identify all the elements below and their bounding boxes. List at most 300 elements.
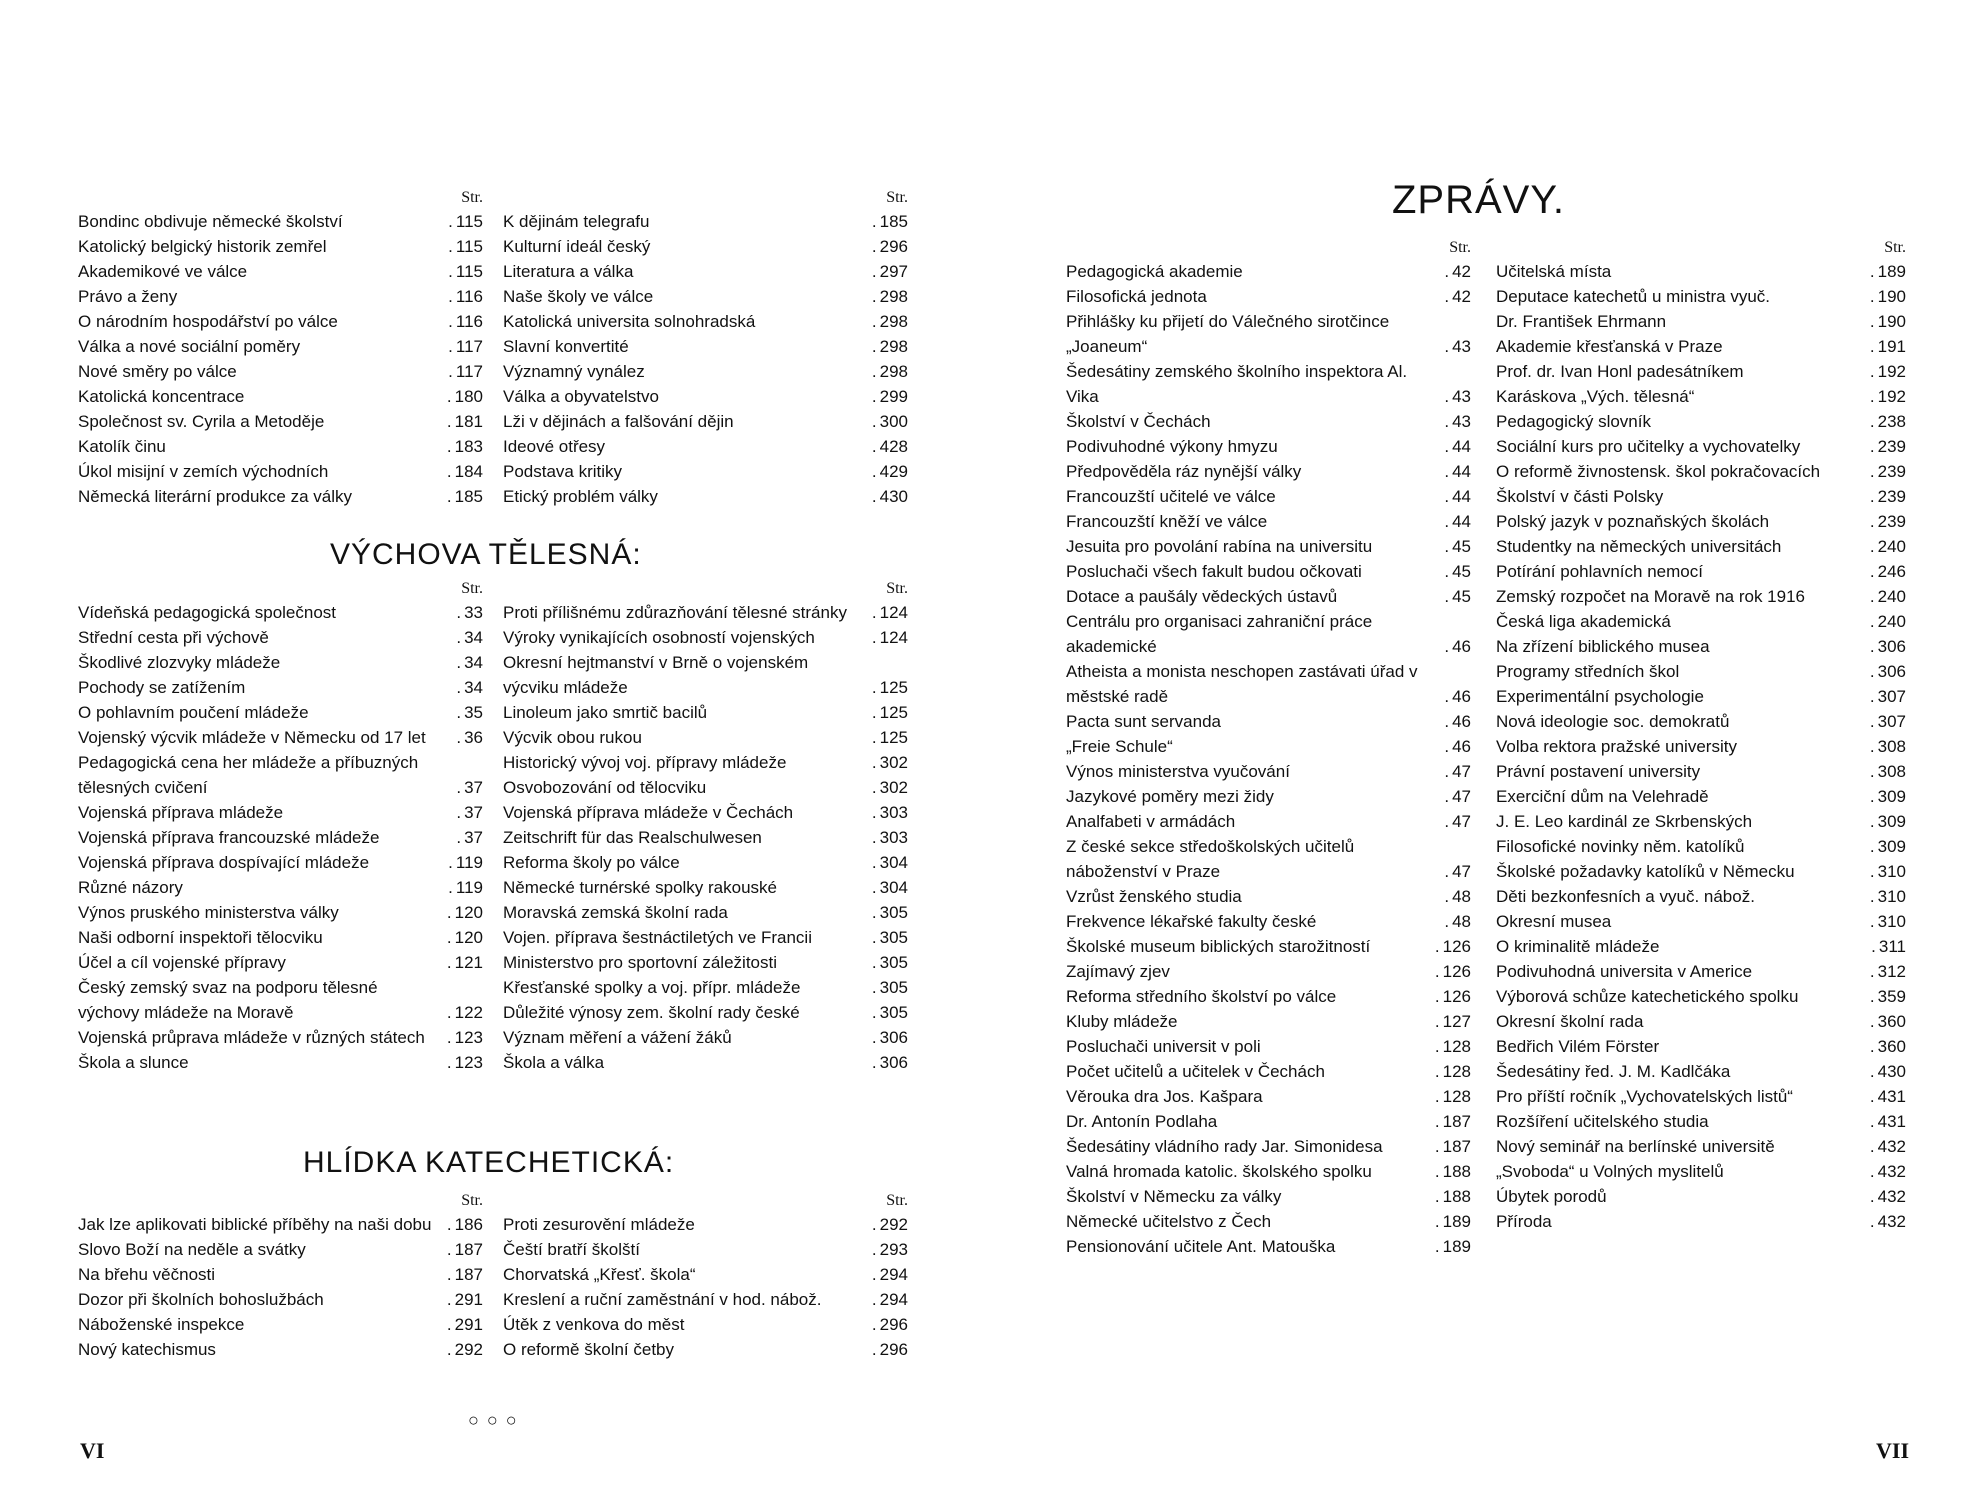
str-label: Str. <box>461 1192 483 1209</box>
entry-page-number: . 306 <box>1860 634 1906 659</box>
entry-page-number: . 46 <box>1425 709 1471 734</box>
index-entry <box>1496 584 1906 609</box>
entry-title: Dr. František Ehrmann <box>1496 312 1667 331</box>
index-entry <box>503 409 908 434</box>
index-entry <box>1066 909 1471 934</box>
index-entry <box>1496 1059 1906 1084</box>
entry-page-number: . 305 <box>862 950 908 975</box>
entry-title: Pedagogický slovník <box>1496 412 1651 431</box>
index-entry <box>78 750 483 800</box>
entry-page-number: . 240 <box>1860 534 1906 559</box>
index-entry <box>503 625 908 650</box>
index-entry <box>1496 409 1906 434</box>
index-entry <box>78 409 483 434</box>
index-entry <box>78 1212 483 1237</box>
entry-title: Zajímavý zjev <box>1066 962 1170 981</box>
index-entry <box>78 1025 483 1050</box>
entry-page-number: . 42 <box>1425 284 1471 309</box>
entry-page-number: . 429 <box>862 459 908 484</box>
entry-page-number: . 117 <box>437 359 483 384</box>
entry-page-number: . 297 <box>862 259 908 284</box>
zpravy-col2 <box>1496 237 1906 1234</box>
entry-title: Posluchači všech fakult budou očkovati <box>1066 562 1362 581</box>
entry-title: Z české sekce středoškolských učitelů náboženství v Praze <box>1066 837 1355 881</box>
index-entry <box>503 459 908 484</box>
entry-page-number: . 190 <box>1860 284 1906 309</box>
entry-page-number: . 116 <box>437 284 483 309</box>
entry-title: Analfabeti v armádách <box>1066 812 1236 831</box>
index-entry <box>78 925 483 950</box>
str-label: Str. <box>1884 239 1906 256</box>
entry-page-number: . 299 <box>862 384 908 409</box>
index-entry <box>1496 1109 1906 1134</box>
entry-page-number: . 239 <box>1860 509 1906 534</box>
index-entry <box>78 384 483 409</box>
index-entry <box>1496 934 1906 959</box>
entry-title: Akademie křesťanská v Praze <box>1496 337 1723 356</box>
index-entry <box>1066 659 1471 709</box>
entry-page-number: . 296 <box>862 1337 908 1362</box>
entry-title: Okresní hejtmanství v Brně o vojenském výcviku mládeže <box>503 653 809 697</box>
index-entry <box>1066 259 1471 284</box>
index-entry <box>1066 1034 1471 1059</box>
index-entry <box>78 284 483 309</box>
entry-title: Studentky na německých universitách <box>1496 537 1782 556</box>
index-entry <box>1066 934 1471 959</box>
entry-title: Dotace a paušály vědeckých ústavů <box>1066 587 1338 606</box>
index-entry <box>503 1312 908 1337</box>
entry-title: Moravská zemská školní rada <box>503 903 728 922</box>
entry-title: Různé názory <box>78 878 183 897</box>
entry-page-number: . 119 <box>437 875 483 900</box>
entry-title: Naše školy ve válce <box>503 287 654 306</box>
index-entry <box>78 309 483 334</box>
index-entry <box>503 700 908 725</box>
index-entry <box>1066 984 1471 1009</box>
entry-title: Výborová schůze katechetického spolku <box>1496 987 1799 1006</box>
entry-title: Slavní konvertité <box>503 337 629 356</box>
index-entry <box>78 334 483 359</box>
index-entry <box>503 209 908 234</box>
entry-title: Vojenská příprava mládeže v Čechách <box>503 803 794 822</box>
entry-title: Zeitschrift für das Realschulwesen <box>503 828 762 847</box>
index-entry <box>1066 1209 1471 1234</box>
entry-title: Podstava kritiky <box>503 462 623 481</box>
index-entry <box>78 900 483 925</box>
entry-page-number: . 239 <box>1860 434 1906 459</box>
index-entry <box>1496 359 1906 384</box>
index-entry <box>78 1237 483 1262</box>
index-entry <box>1066 1009 1471 1034</box>
entry-page-number: . 115 <box>437 259 483 284</box>
entry-title: J. E. Leo kardinál ze Skrbenských <box>1496 812 1753 831</box>
entry-page-number: . 119 <box>437 850 483 875</box>
entry-page-number: . 191 <box>1860 334 1906 359</box>
index-entry <box>78 484 483 509</box>
entry-title: „Freie Schule“ <box>1066 737 1173 756</box>
index-entry <box>1066 959 1471 984</box>
entry-page-number: . 185 <box>437 484 483 509</box>
entry-title: Podivuhodné výkony hmyzu <box>1066 437 1278 456</box>
index-entry <box>1066 1084 1471 1109</box>
entry-title: Polský jazyk v poznaňských školách <box>1496 512 1770 531</box>
entry-title: Český zemský svaz na podporu tělesné výchovy mládeže na Moravě <box>78 978 378 1022</box>
index-entry <box>503 1262 908 1287</box>
entry-title: Katolík činu <box>78 437 166 456</box>
index-entry <box>78 850 483 875</box>
entry-page-number: . 36 <box>437 725 483 750</box>
index-entry <box>1066 1134 1471 1159</box>
index-entry <box>78 825 483 850</box>
entry-page-number: . 432 <box>1860 1134 1906 1159</box>
entry-page-number: . 187 <box>1425 1109 1471 1134</box>
index-entry <box>503 434 908 459</box>
index-entry <box>1496 459 1906 484</box>
entry-page-number: . 246 <box>1860 559 1906 584</box>
entry-page-number: . 305 <box>862 975 908 1000</box>
section-divider: ○○○ <box>468 1410 525 1430</box>
entry-title: Pedagogická akademie <box>1066 262 1243 281</box>
entry-title: Školství v části Polsky <box>1496 487 1664 506</box>
entry-title: K dějinám telegrafu <box>503 212 650 231</box>
entry-page-number: . 122 <box>437 1000 483 1025</box>
entry-page-number: . 128 <box>1425 1034 1471 1059</box>
entry-page-number: . 186 <box>437 1212 483 1237</box>
entry-page-number: . 35 <box>437 700 483 725</box>
index-entry <box>1496 1009 1906 1034</box>
index-entry <box>1496 984 1906 1009</box>
index-entry <box>503 750 908 775</box>
entry-page-number: . 47 <box>1425 809 1471 834</box>
index-entry <box>1066 1059 1471 1084</box>
entry-page-number: . 306 <box>862 1050 908 1075</box>
entry-list <box>1066 259 1471 1259</box>
index-entry <box>78 459 483 484</box>
entry-page-number: . 37 <box>437 775 483 800</box>
index-entry <box>1496 1134 1906 1159</box>
entry-page-number: . 180 <box>437 384 483 409</box>
entry-page-number: . 125 <box>862 725 908 750</box>
entry-title: Výcvik obou rukou <box>503 728 642 747</box>
entry-title: Výnos ministerstva vyučování <box>1066 762 1290 781</box>
entry-page-number: . 34 <box>437 650 483 675</box>
index-entry <box>78 875 483 900</box>
entry-page-number: . 192 <box>1860 359 1906 384</box>
entry-page-number: . 296 <box>862 1312 908 1337</box>
entry-title: Vojen. příprava šestnáctiletých ve Francii <box>503 928 812 947</box>
str-label: Str. <box>886 1192 908 1209</box>
entry-page-number: . 42 <box>1425 259 1471 284</box>
entry-title: O reformě živnostensk. škol pokračovacích <box>1496 462 1821 481</box>
entry-page-number: . 298 <box>862 284 908 309</box>
entry-title: Škola a slunce <box>78 1053 189 1072</box>
str-label: Str. <box>886 580 908 597</box>
index-entry <box>1066 609 1471 659</box>
index-entry <box>1066 359 1471 409</box>
entry-title: Význam měření a vážení žáků <box>503 1028 732 1047</box>
entry-page-number: . 430 <box>1860 1059 1906 1084</box>
entry-title: Školské požadavky katolíků v Německu <box>1496 862 1795 881</box>
entry-page-number: . 302 <box>862 750 908 775</box>
entry-page-number: . 187 <box>1425 1134 1471 1159</box>
entry-title: Nové směry po válce <box>78 362 237 381</box>
entry-title: Škola a válka <box>503 1053 605 1072</box>
entry-page-number: . 309 <box>1860 834 1906 859</box>
entry-title: Učitelská místa <box>1496 262 1612 281</box>
entry-page-number: . 184 <box>437 459 483 484</box>
index-entry <box>1496 659 1906 684</box>
index-entry <box>78 1287 483 1312</box>
entry-page-number: . 308 <box>1860 759 1906 784</box>
entry-page-number: . 291 <box>437 1287 483 1312</box>
entry-page-number: . 311 <box>1860 934 1906 959</box>
entry-title: Přihlášky ku přijetí do Válečného sirotčince „Joaneum“ <box>1066 312 1390 356</box>
entry-title: Okresní školní rada <box>1496 1012 1644 1031</box>
entry-title: Dozor při školních bohoslužbách <box>78 1290 324 1309</box>
index-entry <box>1066 709 1471 734</box>
entry-title: Nový seminář na berlínské universitě <box>1496 1137 1775 1156</box>
entry-title: Sociální kurs pro učitelky a vychovatelky <box>1496 437 1801 456</box>
index-entry <box>1066 534 1471 559</box>
entry-title: Deputace katechetů u ministra vyuč. <box>1496 287 1771 306</box>
index-entry <box>1496 784 1906 809</box>
entry-title: Školství v Německu za války <box>1066 1187 1282 1206</box>
entry-page-number: . 117 <box>437 334 483 359</box>
entry-title: Potírání pohlavních nemocí <box>1496 562 1703 581</box>
entry-title: Vojenská příprava dospívající mládeže <box>78 853 370 872</box>
index-entry <box>1496 1159 1906 1184</box>
entry-title: Školství v Čechách <box>1066 412 1211 431</box>
entry-title: Škodlivé zlozvyky mládeže <box>78 653 281 672</box>
entry-title: Úbytek porodů <box>1496 1187 1607 1206</box>
entry-list <box>1496 259 1906 1234</box>
index-entry <box>1496 909 1906 934</box>
entry-title: Nová ideologie soc. demokratů <box>1496 712 1730 731</box>
entry-page-number: . 126 <box>1425 934 1471 959</box>
page-heading-zpravy: ZPRÁVY. <box>1392 178 1565 222</box>
section2-col1 <box>78 578 483 1075</box>
entry-page-number: . 124 <box>862 600 908 625</box>
index-entry <box>78 975 483 1025</box>
index-entry <box>1066 809 1471 834</box>
entry-page-number: . 431 <box>1860 1109 1906 1134</box>
entry-title: Atheista a monista neschopen zastávati úřad v městské radě <box>1066 662 1418 706</box>
index-entry <box>1066 409 1471 434</box>
entry-title: Pensionování učitele Ant. Matouška <box>1066 1237 1336 1256</box>
entry-page-number: . 120 <box>437 925 483 950</box>
entry-page-number: . 46 <box>1425 634 1471 659</box>
index-entry <box>1066 1159 1471 1184</box>
entry-page-number: . 360 <box>1860 1009 1906 1034</box>
entry-page-number: . 121 <box>437 950 483 975</box>
index-entry <box>1496 609 1906 634</box>
index-entry <box>1496 1209 1906 1234</box>
entry-page-number: . 298 <box>862 309 908 334</box>
entry-title: O kriminalitě mládeže <box>1496 937 1660 956</box>
entry-title: Reforma středního školství po válce <box>1066 987 1337 1006</box>
section1-col2 <box>503 187 908 509</box>
index-entry <box>503 259 908 284</box>
entry-title: Katolická universita solnohradská <box>503 312 756 331</box>
entry-title: Jesuita pro povolání rabína na universitu <box>1066 537 1373 556</box>
index-entry <box>78 800 483 825</box>
entry-page-number: . 124 <box>862 625 908 650</box>
index-entry <box>503 900 908 925</box>
entry-page-number: . 190 <box>1860 309 1906 334</box>
entry-page-number: . 310 <box>1860 859 1906 884</box>
index-entry <box>1496 734 1906 759</box>
page-number-right: VII <box>1876 1438 1910 1463</box>
entry-page-number: . 128 <box>1425 1059 1471 1084</box>
entry-title: Pro příští ročník „Vychovatelských listů“ <box>1496 1087 1793 1106</box>
entry-title: Právní postavení university <box>1496 762 1701 781</box>
index-entry <box>78 725 483 750</box>
entry-title: Literatura a válka <box>503 262 634 281</box>
entry-page-number: . 307 <box>1860 684 1906 709</box>
entry-page-number: . 116 <box>437 309 483 334</box>
entry-page-number: . 304 <box>862 850 908 875</box>
entry-page-number: . 431 <box>1860 1084 1906 1109</box>
entry-page-number: . 37 <box>437 800 483 825</box>
index-entry <box>1066 734 1471 759</box>
entry-page-number: . 126 <box>1425 984 1471 1009</box>
entry-page-number: . 115 <box>437 234 483 259</box>
index-entry <box>1496 684 1906 709</box>
entry-page-number: . 48 <box>1425 909 1471 934</box>
index-entry <box>1496 759 1906 784</box>
entry-title: Rozšíření učitelského studia <box>1496 1112 1709 1131</box>
entry-title: Chorvatská „Křesť. škola“ <box>503 1265 696 1284</box>
right-page <box>992 0 1984 1500</box>
entry-title: Zemský rozpočet na Moravě na rok 1916 <box>1496 587 1805 606</box>
entry-page-number: . 305 <box>862 925 908 950</box>
entry-page-number: . 120 <box>437 900 483 925</box>
entry-title: Vojenská průprava mládeže v různých státech <box>78 1028 425 1047</box>
entry-page-number: . 34 <box>437 625 483 650</box>
entry-title: Exerciční dům na Velehradě <box>1496 787 1709 806</box>
entry-title: Valná hromada katolic. školského spolku <box>1066 1162 1372 1181</box>
index-entry <box>1066 284 1471 309</box>
entry-title: Válka a nové sociální poměry <box>78 337 301 356</box>
entry-page-number: . 46 <box>1425 734 1471 759</box>
entry-title: Lži v dějinách a falšování dějin <box>503 412 734 431</box>
entry-page-number: . 44 <box>1425 459 1471 484</box>
index-entry <box>1066 509 1471 534</box>
index-entry <box>503 384 908 409</box>
index-entry <box>1496 809 1906 834</box>
index-entry <box>503 334 908 359</box>
index-entry <box>503 1050 908 1075</box>
index-entry <box>503 800 908 825</box>
index-entry <box>78 209 483 234</box>
entry-title: Německé turnérské spolky rakouské <box>503 878 778 897</box>
entry-page-number: . 44 <box>1425 509 1471 534</box>
entry-title: Děti bezkonfesních a vyuč. nábož. <box>1496 887 1755 906</box>
entry-page-number: . 48 <box>1425 884 1471 909</box>
entry-title: Osvobozování od tělocviku <box>503 778 707 797</box>
entry-title: Účel a cíl vojenské přípravy <box>78 953 286 972</box>
entry-title: Vojenská příprava mládeže <box>78 803 284 822</box>
entry-page-number: . 293 <box>862 1237 908 1262</box>
index-entry <box>1066 1184 1471 1209</box>
entry-page-number: . 43 <box>1425 334 1471 359</box>
entry-title: Dr. Antonín Podlaha <box>1066 1112 1218 1131</box>
entry-page-number: . 44 <box>1425 434 1471 459</box>
entry-page-number: . 306 <box>862 1025 908 1050</box>
entry-page-number: . 359 <box>1860 984 1906 1009</box>
entry-page-number: . 239 <box>1860 459 1906 484</box>
entry-page-number: . 309 <box>1860 784 1906 809</box>
index-entry <box>1066 584 1471 609</box>
entry-title: Proti zesurovění mládeže <box>503 1215 695 1234</box>
index-entry <box>78 625 483 650</box>
entry-page-number: . 123 <box>437 1025 483 1050</box>
entry-title: Experimentální psychologie <box>1496 687 1704 706</box>
entry-page-number: . 34 <box>437 675 483 700</box>
index-entry <box>78 1050 483 1075</box>
entry-page-number: . 291 <box>437 1312 483 1337</box>
index-entry <box>1496 1034 1906 1059</box>
entry-title: Linoleum jako smrtič bacilů <box>503 703 708 722</box>
entry-page-number: . 189 <box>1860 259 1906 284</box>
index-entry <box>78 650 483 675</box>
index-entry <box>1066 1109 1471 1134</box>
index-entry <box>503 875 908 900</box>
index-entry <box>1496 434 1906 459</box>
entry-page-number: . 238 <box>1860 409 1906 434</box>
section3-col1 <box>78 1190 483 1362</box>
entry-title: Katolický belgický historik zemřel <box>78 237 327 256</box>
entry-title: Historický vývoj voj. přípravy mládeže <box>503 753 787 772</box>
entry-title: Vídeňská pedagogická společnost <box>78 603 337 622</box>
entry-list <box>78 1212 483 1362</box>
index-entry <box>1496 634 1906 659</box>
index-entry <box>1496 259 1906 284</box>
index-entry <box>503 600 908 625</box>
entry-list <box>503 1212 908 1362</box>
entry-page-number: . 302 <box>862 775 908 800</box>
index-entry <box>1066 1234 1471 1259</box>
entry-page-number: . 37 <box>437 825 483 850</box>
entry-page-number: . 33 <box>437 600 483 625</box>
entry-title: Výroky vynikajících osobností vojenských <box>503 628 815 647</box>
entry-page-number: . 43 <box>1425 384 1471 409</box>
entry-page-number: . 47 <box>1425 784 1471 809</box>
index-entry <box>503 975 908 1000</box>
entry-page-number: . 300 <box>862 409 908 434</box>
entry-page-number: . 294 <box>862 1262 908 1287</box>
entry-title: Posluchači universit v poli <box>1066 1037 1261 1056</box>
index-entry <box>78 234 483 259</box>
entry-title: Vojenská příprava francouzské mládeže <box>78 828 380 847</box>
entry-title: Německé učitelstvo z Čech <box>1066 1212 1272 1231</box>
entry-page-number: . 45 <box>1425 534 1471 559</box>
entry-page-number: . 192 <box>1860 384 1906 409</box>
entry-page-number: . 47 <box>1425 759 1471 784</box>
entry-page-number: . 307 <box>1860 709 1906 734</box>
entry-title: Okresní musea <box>1496 912 1612 931</box>
entry-page-number: . 46 <box>1425 684 1471 709</box>
entry-title: Česká liga akademická <box>1496 612 1671 631</box>
index-entry <box>1066 459 1471 484</box>
index-entry <box>78 1337 483 1362</box>
index-entry <box>78 434 483 459</box>
entry-title: Kulturní ideál český <box>503 237 651 256</box>
entry-page-number: . 125 <box>862 675 908 700</box>
index-entry <box>503 1337 908 1362</box>
entry-page-number: . 294 <box>862 1287 908 1312</box>
str-label: Str. <box>461 189 483 206</box>
